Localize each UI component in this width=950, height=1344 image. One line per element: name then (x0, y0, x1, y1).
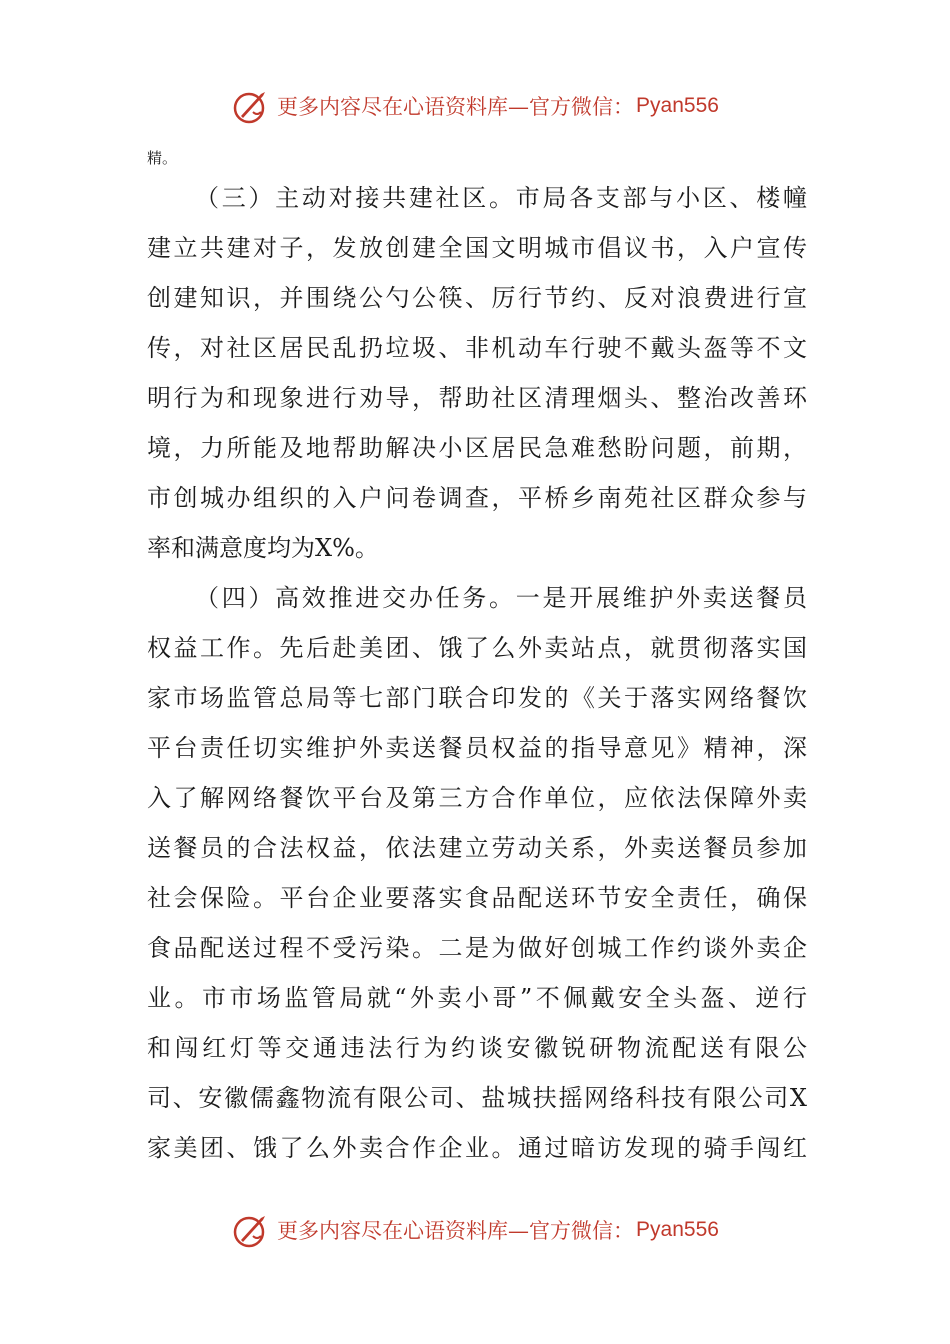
text-line: 和闯红灯等交通违法行为约谈安徽锐研物流配送有限公 (147, 1034, 807, 1062)
pen-in-circle-icon (231, 86, 271, 126)
text-line: 传，对社区居民乱扔垃圾、非机动车行驶不戴头盔等不文 (147, 334, 807, 362)
pen-in-circle-icon (231, 1210, 271, 1250)
document-body (147, 143, 807, 1173)
footer-watermark (0, 1208, 950, 1252)
text-line: 家市场监管总局等七部门联合印发的《关于落实网络餐饮 (147, 684, 807, 712)
text-line: 精。 (147, 149, 178, 167)
text-line: 业。市市场监管局就“外卖小哥”不佩戴安全头盔、逆行 (147, 984, 807, 1012)
text-line: 社会保险。平台企业要落实食品配送环节安全责任，确保 (147, 884, 807, 912)
watermark-handle: Pyan556 (636, 94, 719, 117)
paragraph-start-line: （三）主动对接共建社区。市局各支部与小区、楼幢 (195, 184, 807, 212)
text-line: 入了解网络餐饮平台及第三方合作单位，应依法保障外卖 (147, 784, 807, 812)
text-line: 明行为和现象进行劝导，帮助社区清理烟头、整治改善环 (147, 384, 807, 412)
watermark-handle: Pyan556 (636, 1218, 719, 1241)
text-line: 创建知识，并围绕公勺公筷、厉行节约、反对浪费进行宣 (147, 284, 807, 312)
text-line: 家美团、饿了么外卖合作企业。通过暗访发现的骑手闯红 (147, 1134, 807, 1162)
text-line: 食品配送过程不受污染。二是为做好创城工作约谈外卖企 (147, 934, 807, 962)
watermark-text: 更多内容尽在心语资料库—官方微信： (277, 1219, 635, 1243)
text-line: 送餐员的合法权益，依法建立劳动关系，外卖送餐员参加 (147, 834, 807, 862)
text-line: 市创城办组织的入户问卷调查，平桥乡南苑社区群众参与 (147, 484, 807, 512)
text-line: 境，力所能及地帮助解决小区居民急难愁盼问题，前期， (147, 434, 807, 462)
header-watermark (0, 84, 950, 128)
text-line: 司、安徽儒鑫物流有限公司、盐城扶摇网络科技有限公司X (147, 1084, 807, 1112)
watermark-text: 更多内容尽在心语资料库—官方微信： (277, 95, 635, 119)
text-line: 权益工作。先后赴美团、饿了么外卖站点，就贯彻落实国 (147, 634, 807, 662)
text-line: 建立共建对子，发放创建全国文明城市倡议书，入户宣传 (147, 234, 807, 262)
text-line: 平台责任切实维护外卖送餐员权益的指导意见》精神，深 (147, 734, 807, 762)
text-line: 率和满意度均为X%。 (147, 534, 379, 562)
paragraph-start-line: （四）高效推进交办任务。一是开展维护外卖送餐员 (195, 584, 807, 612)
